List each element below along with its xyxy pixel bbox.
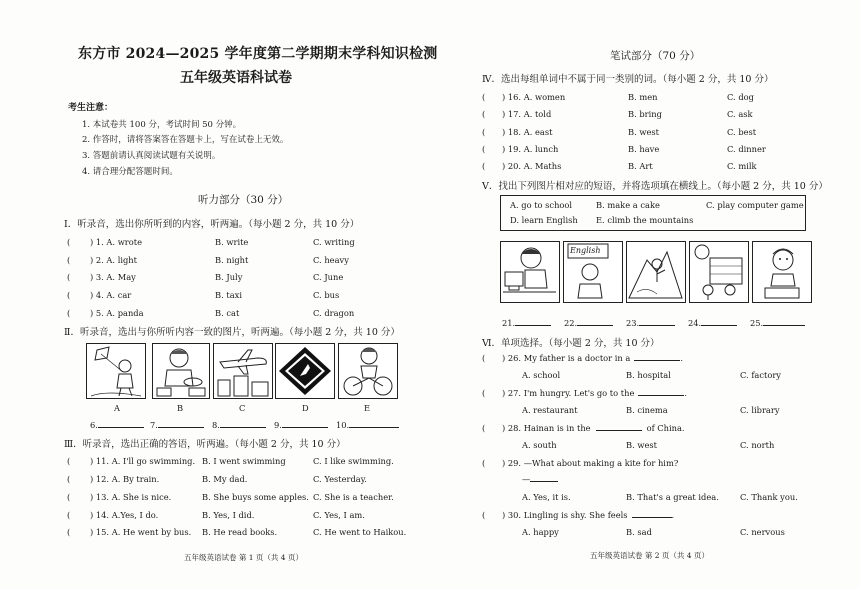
listening-heading: 听力部分（30 分） [198,194,289,206]
option-b: B. night [215,255,249,265]
option-b: B. taxi [215,290,242,300]
answer-paren[interactable]: ( [67,290,71,300]
notice-2: 2. 作答时，请将答案答在答题卡上，写在试卷上无效。 [82,135,289,145]
question-30: ) 30. Lingling is shy. She feels . [502,510,675,520]
option-c: C. dragon [313,308,355,318]
picture-label-c: C [239,403,246,413]
computer-icon [501,242,558,301]
exam-title: 东方市 2024—2025 学年度第二学期期末学科知识检测 [78,46,438,62]
road-sign-icon [276,344,334,398]
option-c: C. She is a teacher. [313,492,394,502]
question-12: ) 12. A. By train. [90,474,160,484]
blank-7[interactable]: 7. [150,420,204,430]
picture-label-a: A [114,403,120,413]
answer-paren[interactable]: ( [67,272,71,282]
option-c: C. milk [727,161,757,171]
section-2-title: Ⅱ．听录音，选出与你所听内容一致的图片，听两遍。（每小题 2 分，共 10 分） [64,327,400,338]
blank-9[interactable]: 9. [274,420,328,430]
fill-blank[interactable] [638,395,684,396]
option-b: B. July [215,272,243,282]
option-b: B. cat [215,308,240,318]
option-b: B. west [626,440,657,450]
option-b: B. Art [628,161,653,171]
notice-1: 1. 本试卷共 100 分，考试时间 50 分钟。 [82,120,242,130]
answer-paren[interactable]: ( [482,423,486,433]
question-3: ) 3. A. May [90,272,136,282]
option-c: C. Yes, I am. [313,510,365,520]
option-a: A. restaurant [522,405,578,415]
option-b: B. bring [628,109,662,119]
question-29: ) 29. —What about making a kite for him? [502,458,679,468]
option-b: B. Yes, I did. [202,510,255,520]
answer-paren[interactable]: ( [67,527,71,537]
question-14: ) 14. A.Yes, I do. [90,510,159,520]
airplane-picture [213,343,273,399]
blank-21[interactable]: 21. [502,318,551,328]
option-a: A. school [522,370,561,380]
answer-paren[interactable]: ( [67,308,71,318]
question-26: ) 26. My father is a doctor in a . [502,353,683,363]
fill-blank[interactable] [596,430,642,431]
question-4: ) 4. A. car [90,290,132,300]
kite-girl-icon [87,344,145,398]
right-page [430,0,860,589]
question-1: ) 1. A. wrote [90,237,143,247]
option-c: C. best [727,127,757,137]
notice-title: 考生注意： [68,103,114,113]
picture-label-b: B [177,403,184,413]
option-b: B. sad [626,527,652,537]
page-footer: 五年级英语试卷 第 2 页（共 4 页） [590,551,709,560]
option-c: C. factory [740,370,781,380]
answer-paren[interactable]: ( [482,92,486,102]
section-3-title: Ⅲ．听录音，选出正确的答语，听两遍。（每小题 2 分，共 10 分） [64,439,346,450]
cooking-boy-picture [152,343,210,399]
answer-paren[interactable]: ( [67,456,71,466]
option-c: C. I like swimming. [313,456,394,466]
option-b: B. I went swimming [202,456,286,466]
make-cake-picture [752,241,812,303]
question-27: ) 27. I'm hungry. Let's go to the . [502,388,688,398]
fill-blank[interactable] [634,360,680,361]
answer-paren[interactable]: ( [67,474,71,484]
climb-mountain-picture [626,241,686,303]
section-6-title: Ⅵ．单项选择。（每小题 2 分，共 10 分） [482,338,660,349]
answer-paren[interactable]: ( [482,161,486,171]
phrase-option-c: C. play computer game [706,200,804,210]
answer-paren[interactable]: ( [67,510,71,520]
reply-blank[interactable]: — [522,474,558,484]
cycling-boy-picture [338,343,398,399]
option-c: C. dinner [727,144,766,154]
phrase-option-e: E. climb the mountains [596,215,694,225]
computer-game-picture [500,241,560,303]
option-b: B. cinema [626,405,668,415]
option-b: B. west [628,127,659,137]
english-sign-text: English [570,246,601,255]
option-c: C. June [313,272,344,282]
option-b: B. He read books. [202,527,278,537]
question-15: ) 15. A. He went by bus. [90,527,192,537]
option-b: B. have [628,144,660,154]
picture-label-d: D [302,403,309,413]
section-5-title: Ⅴ．找出下列图片相对应的短语，并将选项填在横线上。（每小题 2 分，共 10 分） [482,181,828,192]
picture-label-e: E [364,403,371,413]
answer-paren[interactable]: ( [482,353,486,363]
blank-25[interactable]: 25. [750,318,805,328]
answer-paren[interactable]: ( [482,458,486,468]
question-18: ) 18. A. east [502,127,553,137]
page-footer: 五年级英语试卷 第 1 页（共 4 页） [184,553,303,562]
blank-8[interactable]: 8. [212,420,266,430]
question-17: ) 17. A. told [502,109,552,119]
option-c: C. library [740,405,780,415]
option-a: A. Yes, it is. [522,492,571,502]
mountain-icon [627,242,684,301]
option-a: A. south [522,440,557,450]
question-16: ) 16. A. women [502,92,566,102]
option-b: B. My dad. [202,474,248,484]
blank-6[interactable]: 6. [90,420,144,430]
option-c: C. dog [727,92,754,102]
phrase-option-d: D. learn English [510,215,578,225]
answer-paren[interactable]: ( [482,388,486,398]
learn-english-picture [563,241,623,303]
phrase-option-a: A. go to school [510,200,573,210]
answer-paren[interactable]: ( [482,109,486,119]
answer-paren[interactable]: ( [482,127,486,137]
question-5: ) 5. A. panda [90,308,144,318]
option-c: C. writing [313,237,355,247]
blank-23[interactable]: 23. [626,318,675,328]
question-19: ) 19. A. lunch [502,144,559,154]
section-4-title: Ⅳ．选出每组单词中不属于同一类别的词。（每小题 2 分，共 10 分） [482,74,774,85]
question-13: ) 13. A. She is nice. [90,492,172,502]
answer-paren[interactable]: ( [67,255,71,265]
cooking-boy-icon [153,344,209,398]
answer-paren[interactable]: ( [482,510,486,520]
option-b: B. men [628,92,658,102]
exam-subtitle: 五年级英语科试卷 [180,70,292,86]
option-c: C. He went to Haikou. [313,527,407,537]
question-11: ) 11. A. I'll go swimming. [90,456,196,466]
option-b: B. That's a great idea. [626,492,719,502]
school-icon [690,242,747,301]
road-sign-picture [275,343,335,399]
fill-blank[interactable] [632,517,672,518]
go-to-school-picture [689,241,749,303]
option-b: B. She buys some apples. [202,492,309,502]
option-c: C. Thank you. [740,492,798,502]
question-28: ) 28. Hainan is in the of China. [502,423,685,433]
answer-paren[interactable]: ( [67,237,71,247]
option-c: C. Yesterday. [313,474,367,484]
option-b: B. hospital [626,370,671,380]
blank-22[interactable]: 22. [564,318,613,328]
written-heading: 笔试部分（70 分） [610,50,701,62]
notice-3: 3. 答题前请认真阅读试题有关说明。 [82,151,221,161]
option-c: C. bus [313,290,340,300]
kite-girl-picture [86,343,146,399]
blank-24[interactable]: 24. [688,318,737,328]
answer-paren[interactable]: ( [482,144,486,154]
bicycle-icon [339,344,397,398]
cake-icon [753,242,810,301]
phrase-option-b: B. make a cake [596,200,660,210]
option-c: C. ask [727,109,753,119]
option-c: C. nervous [740,527,785,537]
airplane-icon [214,344,272,398]
answer-paren[interactable]: ( [67,492,71,502]
question-20: ) 20. A. Maths [502,161,562,171]
blank-10[interactable]: 10. [336,420,399,430]
section-1-title: Ⅰ．听录音，选出你所听到的内容，听两遍。（每小题 2 分，共 10 分） [64,219,360,230]
option-c: C. heavy [313,255,349,265]
option-c: C. north [740,440,775,450]
option-a: A. happy [522,527,559,537]
notice-4: 4. 请合理分配答题时间。 [82,167,178,177]
question-2: ) 2. A. light [90,255,137,265]
option-b: B. write [215,237,249,247]
